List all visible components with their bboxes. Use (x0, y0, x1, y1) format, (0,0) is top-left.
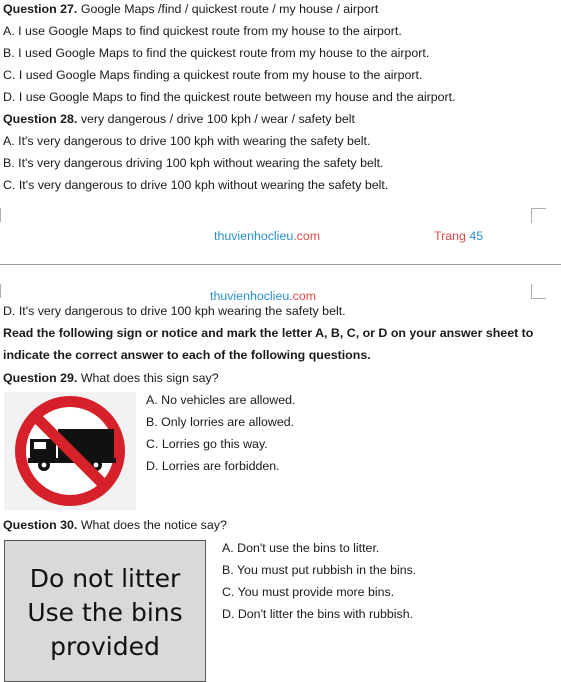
q29-option-b: B. Only lorries are allowed. (146, 415, 295, 429)
notice-line-1: Do not litter (29, 564, 181, 593)
header-site-link[interactable] (210, 289, 316, 303)
q27-prompt: Google Maps /find / quickest route / my house / airport (80, 2, 379, 16)
q29-option-a: A. No vehicles are allowed. (146, 393, 296, 407)
q27-option-a: A. I use Google Maps to find quickest route from my house to the airport. (3, 24, 402, 38)
page-corner-mark (531, 284, 546, 299)
footer-site-link[interactable] (214, 229, 320, 243)
q27-option-c: C. I used Google Maps finding a quickest route from my house to the airport. (3, 68, 423, 82)
instruction-line-1: Read the following sign or notice and mark the letter A, B, C, or D on your answer sheet to (3, 326, 534, 340)
q27-option-d: D. I use Google Maps to find the quickest route between my house and the airport. (3, 90, 456, 104)
page-corner-mark (531, 208, 546, 223)
q28-option-c: C. It's very dangerous to drive 100 kph without wearing the safety belt. (3, 178, 389, 192)
notice-line-2: Use the bins (27, 598, 183, 627)
q28-label: Question 28. (3, 112, 78, 126)
instruction-line-2: indicate the correct answer to each of the following questions. (3, 348, 371, 362)
q30-option-a: A. Don't use the bins to litter. (222, 541, 380, 555)
q30-label: Question 30. (3, 518, 78, 532)
q30-prompt: What does the notice say? (80, 518, 227, 532)
q28-option-b: B. It's very dangerous driving 100 kph without wearing the safety belt. (3, 156, 384, 170)
footer-site-ext: .com (293, 229, 321, 243)
q29-stem (3, 371, 219, 385)
q27-stem (3, 2, 378, 16)
q28-option-a: A. It's very dangerous to drive 100 kph with wearing the safety belt. (3, 134, 371, 148)
q30-stem (3, 518, 227, 532)
header-site-main: thuvienhoclieu (210, 289, 290, 303)
page-divider (0, 264, 561, 265)
page-corner-mark (0, 208, 5, 222)
page-corner-mark (0, 284, 5, 298)
litter-notice (4, 540, 206, 682)
q27-label: Question 27. (3, 2, 78, 16)
q28-prompt: very dangerous / drive 100 kph / wear / safety belt (80, 112, 355, 126)
q29-prompt: What does this sign say? (80, 371, 219, 385)
page-word: Trang (434, 229, 466, 243)
notice-line-3: provided (50, 632, 160, 661)
q29-option-d: D. Lorries are forbidden. (146, 459, 280, 473)
q29-label: Question 29. (3, 371, 78, 385)
q28-stem (3, 112, 355, 126)
page-number (434, 229, 483, 243)
q30-option-b: B. You must put rubbish in the bins. (222, 563, 417, 577)
header-site-ext: .com (289, 289, 317, 303)
page-num: 45 (469, 229, 484, 243)
no-lorries-sign-icon (4, 392, 136, 510)
q28-option-d: D. It's very dangerous to drive 100 kph wearing the safety belt. (3, 304, 346, 318)
no-lorries-sign (4, 392, 136, 510)
footer-site-main: thuvienhoclieu (214, 229, 294, 243)
q27-option-b: B. I used Google Maps to find the quickest route from my house to the airport. (3, 46, 430, 60)
q30-option-c: C. You must provide more bins. (222, 585, 395, 599)
q30-option-d: D. Don't litter the bins with rubbish. (222, 607, 414, 621)
q29-option-c: C. Lorries go this way. (146, 437, 268, 451)
